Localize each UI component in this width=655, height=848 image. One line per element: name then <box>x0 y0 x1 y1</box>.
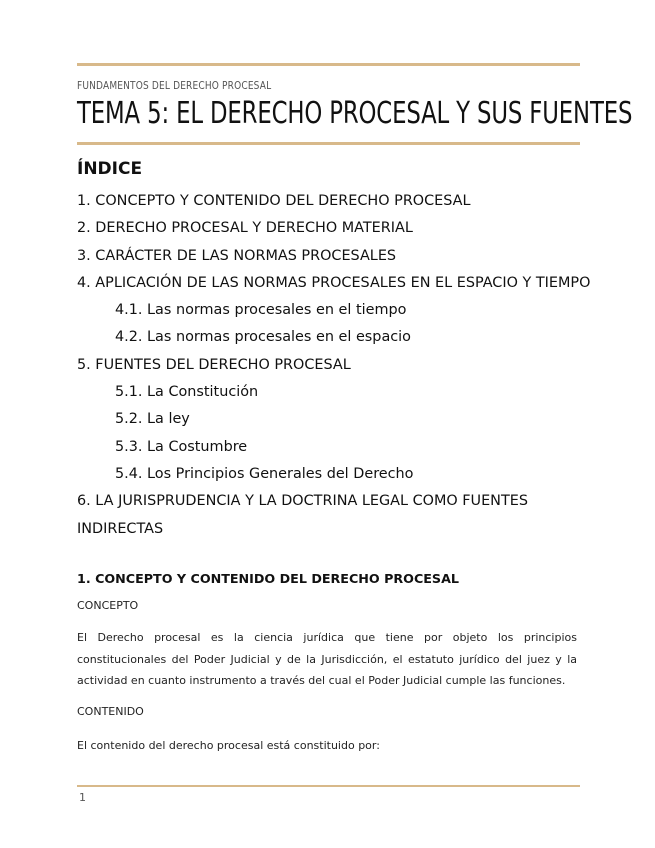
section-heading: 1. CONCEPTO Y CONTENIDO DEL DERECHO PROCESAL <box>77 571 459 586</box>
toc-subitem: 5.4. Los Principios Generales del Derecho <box>115 465 414 482</box>
table-of-contents <box>77 188 591 543</box>
toc-subitem: 4.2. Las normas procesales en el espacio <box>115 329 411 346</box>
page-number: 1 <box>79 791 86 804</box>
toc-item: 2. DERECHO PROCESAL Y DERECHO MATERIAL <box>77 220 413 237</box>
concept-label: CONCEPTO <box>77 599 139 612</box>
course-kicker: FUNDAMENTOS DEL DERECHO PROCESAL <box>77 79 272 92</box>
toc-item: 3. CARÁCTER DE LAS NORMAS PROCESALES <box>77 247 397 264</box>
toc-item: 6. LA JURISPRUDENCIA Y LA DOCTRINA LEGAL COMO FUENTES INDIRECTAS <box>77 493 528 537</box>
toc-item: 5. FUENTES DEL DERECHO PROCESAL <box>77 356 351 373</box>
toc-subitem: 5.1. La Constitución <box>115 384 259 401</box>
title-divider <box>77 142 580 145</box>
footer-divider <box>77 785 580 787</box>
toc-subitem: 5.2. La ley <box>115 411 190 428</box>
toc-subitem: 5.3. La Costumbre <box>115 438 248 455</box>
top-divider <box>77 63 580 66</box>
page-title: TEMA 5: EL DERECHO PROCESAL Y SUS FUENTES <box>77 96 633 131</box>
toc-subitem: 4.1. Las normas procesales en el tiempo <box>115 302 407 319</box>
content-paragraph: El contenido del derecho procesal está constituido por: <box>77 739 380 752</box>
toc-heading: ÍNDICE <box>77 159 143 179</box>
concept-paragraph: El Derecho procesal es la ciencia jurídica que tiene por objeto los principios constitucionales del Poder Judicial y de la Jurisdicción, el estatuto jurídico del juez y la actividad en cuanto instrumento a través del cual el Poder Judicial cumple las funciones. <box>77 631 577 687</box>
toc-item: 1. CONCEPTO Y CONTENIDO DEL DERECHO PROCESAL <box>77 193 471 209</box>
content-label: CONTENIDO <box>77 705 144 718</box>
toc-item: 4. APLICACIÓN DE LAS NORMAS PROCESALES EN EL ESPACIO Y TIEMPO <box>77 274 591 291</box>
